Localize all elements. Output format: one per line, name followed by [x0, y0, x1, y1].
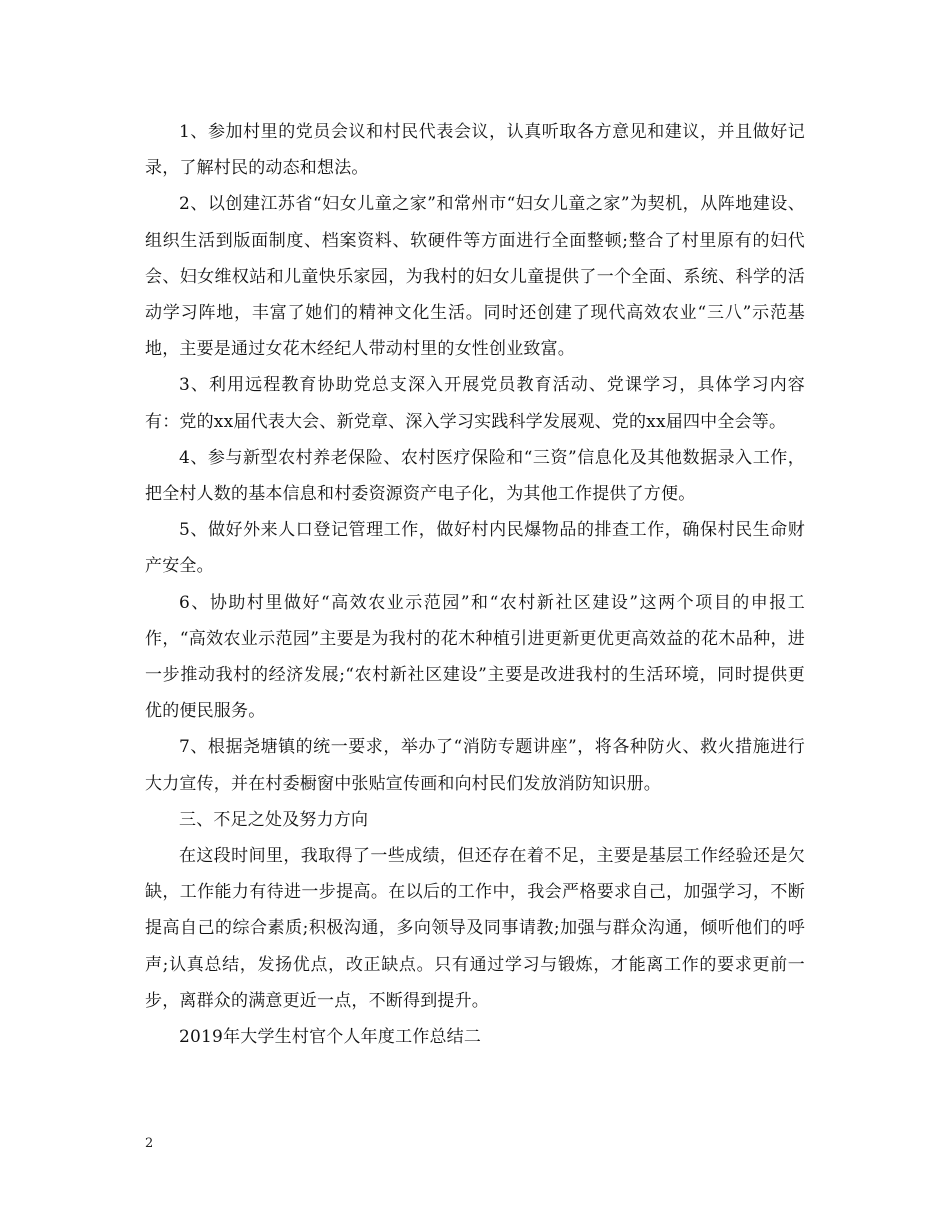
next-section-title: 2019年大学生村官个人年度工作总结二 [179, 1027, 482, 1048]
paragraph-item-7: 7、根据尧塘镇的统一要求，举办了“消防专题讲座”，将各种防火、救火措施进行大力宣传，并在村委橱窗中张贴宣传画和向村民们发放消防知识册。 [145, 737, 805, 794]
paragraph-item-1: 1、参加村里的党员会议和村民代表会议，认真听取各方意见和建议，并且做好记录，了解村民的动态和想法。 [145, 122, 805, 179]
paragraph-item-5: 5、做好外来人口登记管理工作，做好村内民爆物品的排查工作，确保村民生命财产安全。 [145, 520, 805, 577]
document-body [145, 114, 805, 1055]
paragraph-item-3: 3、利用远程教育协助党总支深入开展党员教育活动、党课学习，具体学习内容有：党的xx届代表大会、新党章、深入学习实践科学发展观、党的xx届四中全会等。 [145, 375, 805, 432]
paragraph-item-6: 6、协助村里做好“高效农业示范园”和“农村新社区建设”这两个项目的申报工作，“高效农业示范园”主要是为我村的花木种植引进更新更优更高效益的花木品种，进一步推动我村的经济发展;“农村新社区建设”主要是改进我村的生活环境，同时提供更优的便民服务。 [145, 592, 805, 722]
page-number: 2 [145, 1136, 154, 1151]
paragraph-item-4: 4、参与新型农村养老保险、农村医疗保险和“三资”信息化及其他数据录入工作，把全村人数的基本信息和村委资源资产电子化，为其他工作提供了方便。 [145, 447, 805, 505]
paragraph-item-2: 2、以创建江苏省“妇女儿童之家”和常州市“妇女儿童之家”为契机，从阵地建设、组织生活到版面制度、档案资料、软硬件等方面进行全面整顿;整合了村里原有的妇代会、妇女维权站和儿童快乐家园，为我村的妇女儿童提供了一个全面、系统、科学的活动学习阵地，丰富了她们的精神文化生活。同时还创建了现代高效农业“三八”示范基地，主要是通过女花木经纪人带动村里的女性创业致富。 [145, 194, 805, 360]
summary-paragraph: 在这段时间里，我取得了一些成绩，但还存在着不足，主要是基层工作经验还是欠缺，工作能力有待进一步提高。在以后的工作中，我会严格要求自己，加强学习，不断提高自己的综合素质;积极沟通，多向领导及同事请教;加强与群众沟通，倾听他们的呼声;认真总结，发扬优点，改正缺点。只有通过学习与锻炼，才能离工作的要求更前一步，离群众的满意更近一点，不断得到提升。 [145, 846, 805, 1011]
section-heading: 三、不足之处及努力方向 [179, 809, 369, 830]
